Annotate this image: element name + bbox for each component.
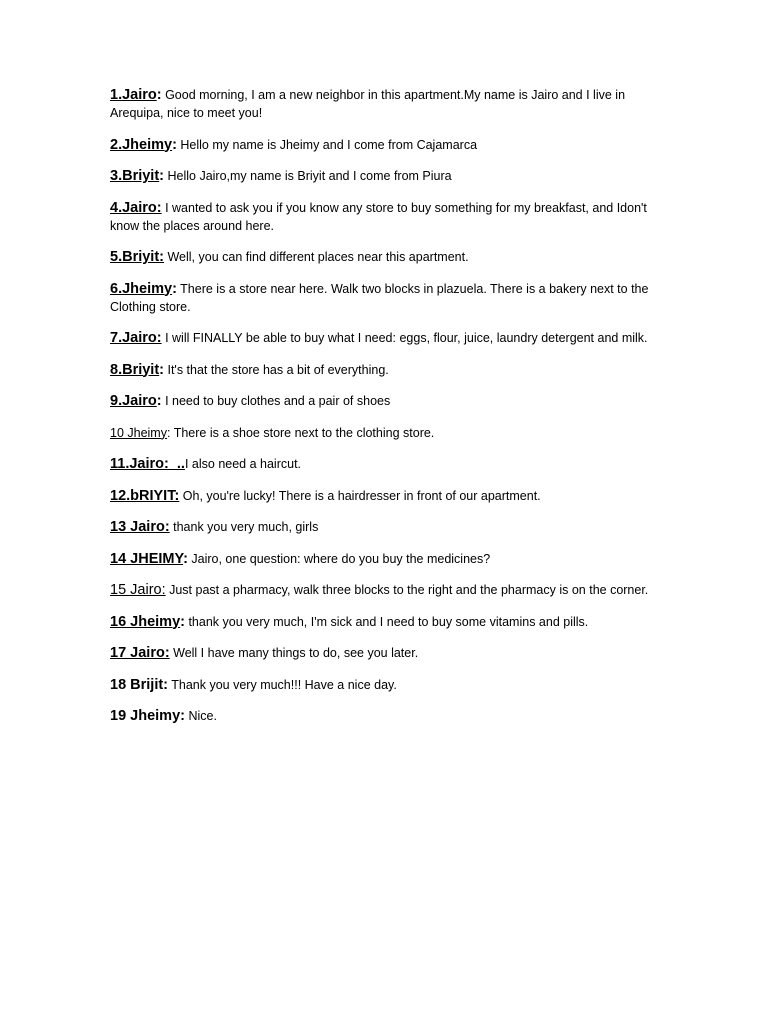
speaker-label: 13 Jairo: [110,519,170,535]
speaker-label: 19 Jheimy: [110,708,185,724]
speaker-label: 2.Jheimy [110,136,173,153]
speaker-label: 18 Brijit: [110,676,169,693]
utterance-text: There is a store near here. Walk two blocks in plazuela. There is a bakery next to the Clothing store. [110,281,649,314]
dialogue-line-16 [110,613,650,631]
utterance-text: There is a shoe store next to the clothing store. [170,425,435,440]
dialogue-line-15 [110,581,650,599]
speaker-label: 12.bRIYIT: [110,487,180,504]
dialogue-line-5 [110,248,650,266]
utterance-text: thank you very much, girls [169,520,319,534]
speaker-label: 4.Jairo: [110,199,162,216]
utterance-text: Well I have many things to do, see you later. [169,646,419,660]
utterance-text: Thank you very much!!! Have a nice day. [168,677,397,692]
speaker-label: 14 JHEIMY [110,550,184,567]
speaker-label: 5.Briyit: [110,249,164,265]
speaker-separator: : [183,550,188,567]
dialogue-line-17 [110,644,650,662]
dialogue-line-7 [110,329,650,347]
utterance-text: It's that the store has a bit of everything. [164,362,389,377]
utterance-text: Nice. [184,709,217,723]
speaker-label: 6.Jheimy [110,280,173,297]
utterance-text: Hello my name is Jheimy and I come from Cajamarca [176,137,478,152]
speaker-label: 11.Jairo: .. [110,456,185,472]
dialogue-line-4 [110,199,650,235]
utterance-text: Well, you can find different places near this apartment. [164,250,469,264]
dialogue-line-12 [110,487,650,505]
dialogue-line-1 [110,86,650,122]
speaker-label: 3.Briyit [110,168,160,184]
dialogue-line-2 [110,136,650,154]
utterance-text: Good morning, I am a new neighbor in this apartment.My name is Jairo and I live in Arequipa, nice to meet you! [110,88,626,120]
speaker-label: 17 Jairo: [110,645,170,661]
speaker-separator: : [166,425,171,440]
dialogue-line-9 [110,392,650,410]
utterance-text: I need to buy clothes and a pair of shoes [161,394,391,408]
dialogue-line-13 [110,518,650,536]
speaker-label: 8.Briyit [110,361,160,378]
speaker-separator: : [180,613,185,630]
speaker-label: 7.Jairo: [110,330,162,346]
dialogue-line-14 [110,550,650,568]
dialogue-line-6 [110,280,650,316]
dialogue-line-19 [110,707,650,725]
utterance-text: I also need a haircut. [184,457,302,471]
speaker-label: 10 Jheimy [110,425,167,440]
utterance-text: thank you very much, I'm sick and I need to buy some vitamins and pills. [184,614,589,629]
dialogue-line-8 [110,361,650,379]
speaker-label: 9.Jairo [110,393,157,409]
dialogue-document [110,86,650,739]
speaker-separator: : [159,168,165,184]
speaker-label: 15 Jairo: [110,582,166,598]
utterance-text: I wanted to ask you if you know any store to buy something for my breakfast, and Idon't know the places around here. [110,200,647,233]
utterance-text: I will FINALLY be able to buy what I need: eggs, flour, juice, laundry detergent and milk. [161,331,648,345]
speaker-separator: : [172,280,177,297]
speaker-separator: : [156,393,162,409]
utterance-text: Jairo, one question: where do you buy the medicines? [187,551,491,566]
utterance-text: Oh, you're lucky! There is a hairdresser in front of our apartment. [179,488,541,503]
dialogue-line-10 [110,424,650,442]
speaker-label: 16 Jheimy [110,613,181,630]
dialogue-line-3 [110,167,650,185]
utterance-text: Hello Jairo,my name is Briyit and I come from Piura [164,169,452,183]
speaker-separator: : [159,361,165,378]
speaker-separator: : [172,136,177,153]
speaker-label: 1.Jairo [110,87,157,103]
utterance-text: Just past a pharmacy, walk three blocks to the right and the pharmacy is on the corner. [165,583,649,597]
dialogue-line-11 [110,455,650,473]
dialogue-line-18 [110,676,650,694]
speaker-separator: : [156,87,162,103]
